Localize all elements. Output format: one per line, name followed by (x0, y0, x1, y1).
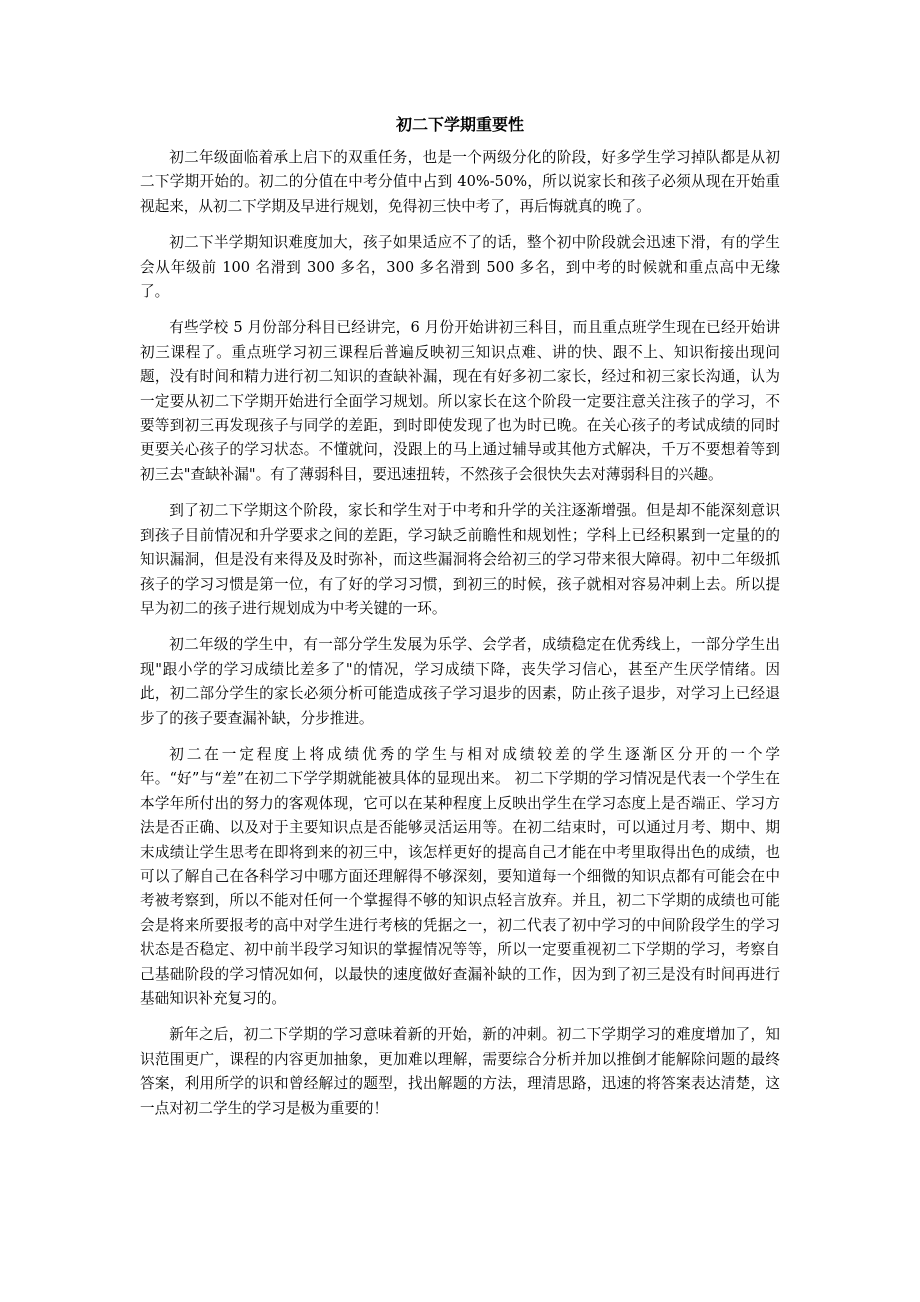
document-page (140, 110, 780, 1133)
paragraph-6: 初二在一定程度上将成绩优秀的学生与相对成绩较差的学生逐渐区分开的一个学年。“好”与“差”在初二下学学期就能被具体的显现出来。 初二下学期的学习情况是代表一个学生在本学年所付出的努力的客观体现，它可以在某种程度上反映出学生在学习态度上是否端正、学习方法是否正确、以及对于主要知识点是否能够灵活运用等。在初二结束时，可以通过月考、期中、期末成绩让学生思考在即将到来的初三中，该怎样更好的提高自己才能在中考里取得出色的成绩，也可以了解自己在各科学习中哪方面还理解得不够深刻，要知道每一个细微的知识点都有可能会在中考被考察到，所以不能对任何一个掌握得不够的知识点轻言放弃。并且，初二下学期的成绩也可能会是将来所要报考的高中对学生进行考核的凭据之一，初二代表了初中学习的中间阶段学生的学习状态是否稳定、初中前半段学习知识的掌握情况等等，所以一定要重视初二下学期的学习，考察自己基础阶段的学习情况如何，以最快的速度做好查漏补缺的工作，因为到了初三是没有时间再进行基础知识补充复习的。 (140, 745, 780, 1007)
paragraph-4: 到了初二下学期这个阶段，家长和学生对于中考和升学的关注逐渐增强。但是却不能深刻意识到孩子目前情况和升学要求之间的差距，学习缺乏前瞻性和规划性；学科上已经积累到一定量的的知识漏洞，但是没有来得及及时弥补，而这些漏洞将会给初三的学习带来很大障碍。初中二年级抓孩子的学习习惯是第一位，有了好的学习习惯，到初三的时候，孩子就相对容易冲刺上去。所以提早为初二的孩子进行规划成为中考关键的一环。 (140, 502, 780, 617)
paragraph-2: 初二下半学期知识难度加大，孩子如果适应不了的话，整个初中阶段就会迅速下滑，有的学生会从年级前 100 名滑到 300 多名，300 多名滑到 500 多名，到中考的时候就和重点高中无缘了。 (140, 234, 780, 301)
paragraph-5: 初二年级的学生中，有一部分学生发展为乐学、会学者，成绩稳定在优秀线上，一部分学生出现"跟小学的学习成绩比差多了"的情况，学习成绩下降，丧失学习信心，甚至产生厌学情绪。因此，初二部分学生的家长必须分析可能造成孩子学习退步的因素，防止孩子退步，对学习上已经退步了的孩子要查漏补缺，分步推进。 (140, 636, 780, 727)
document-title: 初二下学期重要性 (395, 115, 524, 134)
paragraph-1: 初二年级面临着承上启下的双重任务，也是一个两级分化的阶段，好多学生学习掉队都是从初二下学期开始的。初二的分值在中考分值中占到 40%-50%，所以说家长和孩子必须从现在开始重视起来，从初二下学期及早进行规划，免得初三快中考了，再后悔就真的晚了。 (140, 149, 780, 215)
paragraph-3: 有些学校 5 月份部分科目已经讲完，6 月份开始讲初三科目，而且重点班学生现在已经开始讲初三课程了。重点班学习初三课程后普遍反映初三知识点难、讲的快、跟不上、知识衔接出现问题，没有时间和精力进行初二知识的查缺补漏，现在有好多初二家长，经过和初三家长沟通，认为一定要从初二下学期开始进行全面学习规划。所以家长在这个阶段一定要注意关注孩子的学习，不要等到初三再发现孩子与同学的差距，到时即使发现了也为时已晚。在关心孩子的考试成绩的同时更要关心孩子的学习状态。不懂就问，没跟上的马上通过辅导或其他方式解决，千万不要想着等到初三去"查缺补漏"。有了薄弱科目，要迅速扭转，不然孩子会很快失去对薄弱科目的兴趣。 (140, 319, 780, 483)
paragraph-7: 新年之后，初二下学期的学习意味着新的开始，新的冲刺。初二下学期学习的难度增加了，知识范围更广，课程的内容更加抽象，更加难以理解，需要综合分析并加以推倒才能解除问题的最终答案，利用所学的识和曾经解过的题型，找出解题的方法，理清思路，迅速的将答案表达清楚，这一点对初二学生的学习是极为重要的！ (140, 1026, 780, 1117)
